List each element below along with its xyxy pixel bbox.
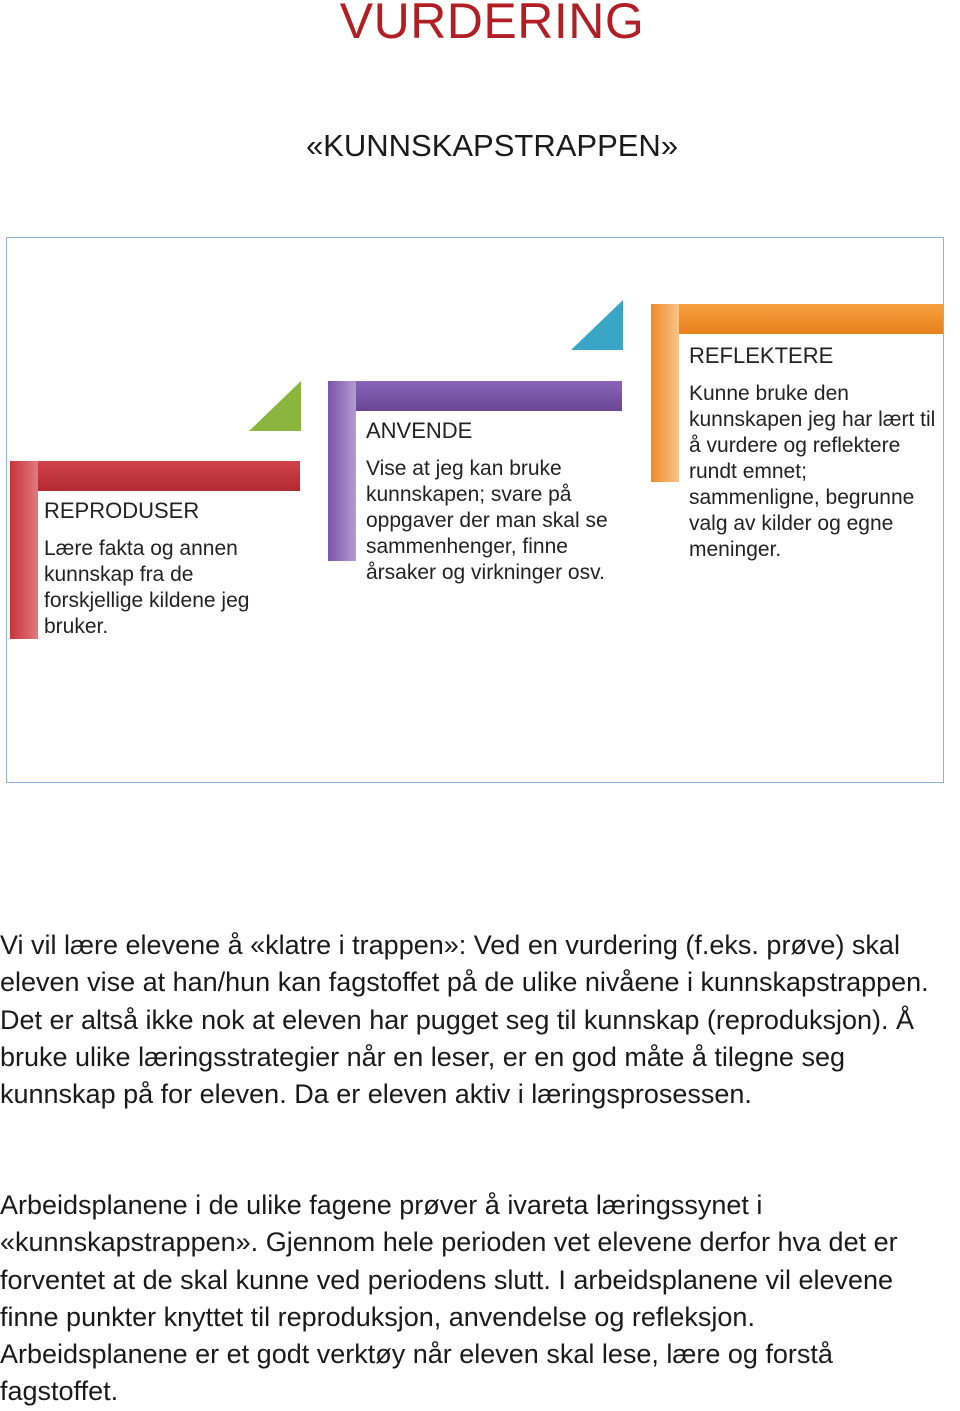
paragraph-line: Vi vil lære elevene å «klatre i trappen»: Ved en vurdering (f.eks. prøve) skal xyxy=(0,930,900,960)
step-reproduser-content xyxy=(44,498,284,640)
step-anvende-title: ANVENDE xyxy=(366,418,473,443)
step-reproduser-side-bar xyxy=(10,461,38,639)
paragraph-line: Arbeidsplanene i de ulike fagene prøver å ivareta læringssynet i xyxy=(0,1190,763,1220)
step-reflektere-side-bar xyxy=(651,304,679,482)
step-reflektere-content xyxy=(689,343,939,563)
paragraph-line: fagstoffet. xyxy=(0,1376,119,1407)
step-anvende-description: Vise at jeg kan bruke kunnskapen; svare på oppgaver der man skal se sammenhenger, finne årsaker og virkninger osv. xyxy=(366,457,608,584)
paragraph-line: «kunnskapstrappen». Gjennom hele perioden vet elevene derfor hva det er xyxy=(0,1227,898,1258)
page-subtitle: «KUNNSKAPSTRAPPEN» xyxy=(305,128,679,163)
step-reflektere-description: Kunne bruke den kunnskapen jeg har lært til å vurdere og reflektere rundt emnet; sammenligne, begrunne valg av kilder og egne meninger. xyxy=(689,382,936,561)
step-reflektere-top-bar xyxy=(651,304,943,334)
paragraph-line: bruke ulike læringsstrategier når en leser, er en god måte å tilegne seg xyxy=(0,1041,845,1072)
knowledge-staircase-diagram xyxy=(6,237,944,783)
step-reproduser-description: Lære fakta og annen kunnskap fra de forskjellige kildene jeg bruker. xyxy=(44,537,250,638)
paragraph-line: eleven vise at han/hun kan fagstoffet på de ulike nivåene i kunnskapstrappen. xyxy=(0,967,929,998)
paragraph-line: forventet at de skal kunne ved periodens slutt. I arbeidsplanene vil elevene xyxy=(0,1264,894,1295)
step-reproduser-top-bar xyxy=(10,461,300,491)
paragraph-line: finne punkter knyttet til reproduksjon, anvendelse og refleksjon. xyxy=(0,1301,755,1332)
step-arrow-blue-icon xyxy=(571,300,623,350)
paragraph-arbeidsplanene xyxy=(0,1187,960,1411)
step-arrow-green-icon xyxy=(249,381,301,431)
page-title: VURDERING xyxy=(339,0,645,49)
paragraph-line: Arbeidsplanene er et godt verktøy når eleven skal lese, lære og forstå xyxy=(0,1339,833,1370)
step-reproduser-title: REPRODUSER xyxy=(44,498,200,523)
step-reflektere-title: REFLEKTERE xyxy=(689,343,834,368)
paragraph-line: kunnskap på for eleven. Da er eleven aktiv i læringsprosessen. xyxy=(0,1079,752,1110)
paragraph-line: Det er altså ikke nok at eleven har pugget seg til kunnskap (reproduksjon). Å xyxy=(0,1004,915,1035)
step-anvende-top-bar xyxy=(328,381,622,411)
step-anvende-side-bar xyxy=(328,381,356,561)
paragraph-klatre-i-trappen xyxy=(0,927,960,1113)
step-anvende-content xyxy=(366,418,611,586)
